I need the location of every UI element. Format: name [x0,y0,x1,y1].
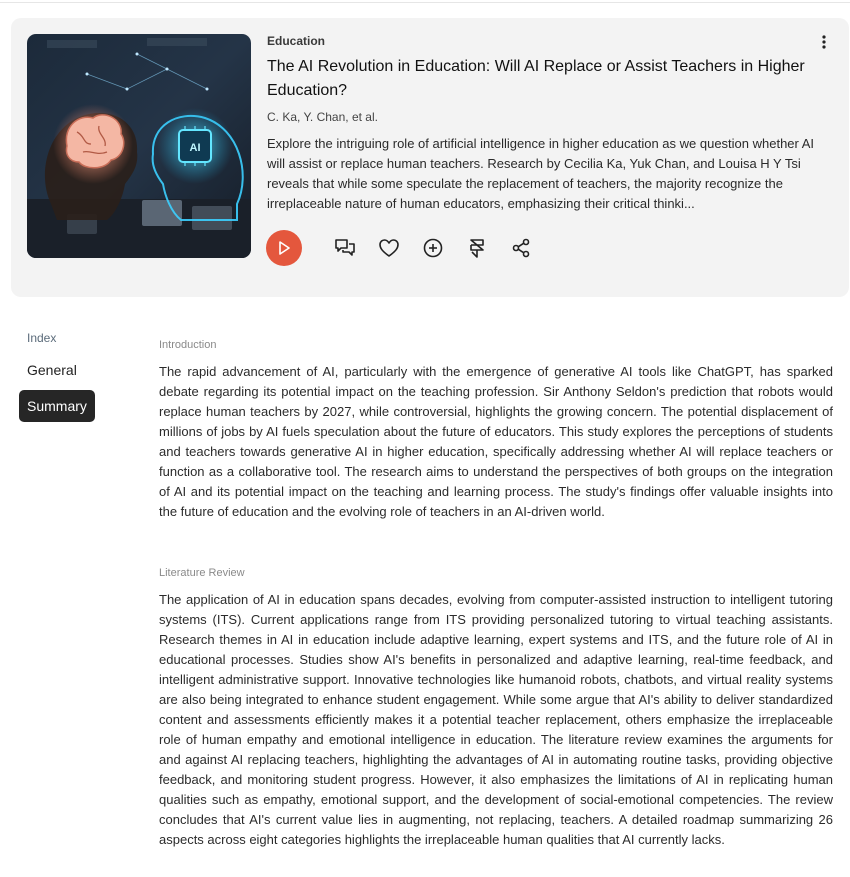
chat-icon [334,237,356,259]
figma-button[interactable] [465,236,489,260]
action-bar [266,230,553,266]
share-icon [510,237,532,259]
share-button[interactable] [509,236,533,260]
add-button[interactable] [421,236,445,260]
play-icon [277,240,291,256]
plus-circle-icon [422,237,444,259]
figma-icon [466,237,488,259]
paper-category: Education [267,34,326,48]
section-body-literature-review: The application of AI in education spans decades, evolving from computer-assisted instruction to intelligent tutoring systems (ITS). Current applications range from ITS providing personalized tutoring to virtual teaching assistants. Research themes in AI in education include adaptive learning, expert systems and ITS, and the future role of AI in educational processes. Studies show AI's benefits in personalized and adaptive learning, real-time feedback, and intelligent administrative support. Innovative technologies like humanoid robots, chatbots, and virtual reality systems are also being integrated to enhance student engagement. While some argue that AI's ability to deliver standardized content and assessments efficiently makes it a potential teacher replacement, others emphasize the irreplaceable role of human empathy and emotional intelligence in education. The literature review examines the arguments for and against AI replacing teachers, highlighting the advantages of AI in automating routine tasks, providing objective feedback, and monitoring student progress. However, it also emphasizes the limitations of AI in replicating human qualities such as empathy, emotional support, and the development of social-emotional competencies. The review concludes that AI's current value lies in augmenting, not replacing, teachers. A detailed roadmap summarizing 26 aspects across eight categories highlights the irreplaceable human qualities that AI currently lacks. [159,592,833,847]
paper-thumbnail[interactable] [27,34,251,258]
section-body-introduction: The rapid advancement of AI, particularly with the emergence of generative AI tools like ChatGPT, has sparked debate regarding its potential impact on the teaching profession. Sir Anthony Seldon's prediction that robots would replace human teachers by 2027, while controversial, highlights the growing concern. The potential displacement of millions of jobs by AI fuels speculation about the future of educators. This study explores the perceptions of students and teachers towards generative AI in higher education, specifically addressing whether AI will replace teachers or function as a collaborative tool. The research aims to understand the perspectives of both groups on the integration of AI and its potential impact on the teaching and learning process. The study's findings offer valuable insights into the future of education and the evolving role of teachers in an AI-driven world. [159,364,833,519]
thumbnail-chip-label: AI [189,142,201,154]
paper-title: The AI Revolution in Education: Will AI Replace or Assist Teachers in Higher Education? [267,58,805,99]
paper-card [11,18,849,297]
section-label-introduction: Introduction [159,339,217,351]
play-button[interactable] [266,230,302,266]
more-vertical-icon [822,35,826,49]
sidebar-item-general[interactable]: General [27,362,77,378]
like-button[interactable] [377,236,401,260]
section-label-literature-review: Literature Review [159,567,245,579]
paper-authors: C. Ka, Y. Chan, et al. [267,110,378,124]
more-options-button[interactable] [814,32,834,52]
sidebar-item-summary[interactable]: Summary [19,390,95,422]
chat-button[interactable] [333,236,357,260]
heart-icon [378,237,400,259]
paper-description: Explore the intriguing role of artificial intelligence in higher education as we question whether AI will assist or replace human teachers. Research by Cecilia Ka, Yuk Chan, and Louisa H Y Tsi reveals that while some speculate the replacement of teachers, the majority recognize the irreplaceable nature of human educators, emphasizing their critical thinki... [267,136,815,211]
sidebar-index-label: Index [27,331,57,345]
top-divider [0,2,850,3]
